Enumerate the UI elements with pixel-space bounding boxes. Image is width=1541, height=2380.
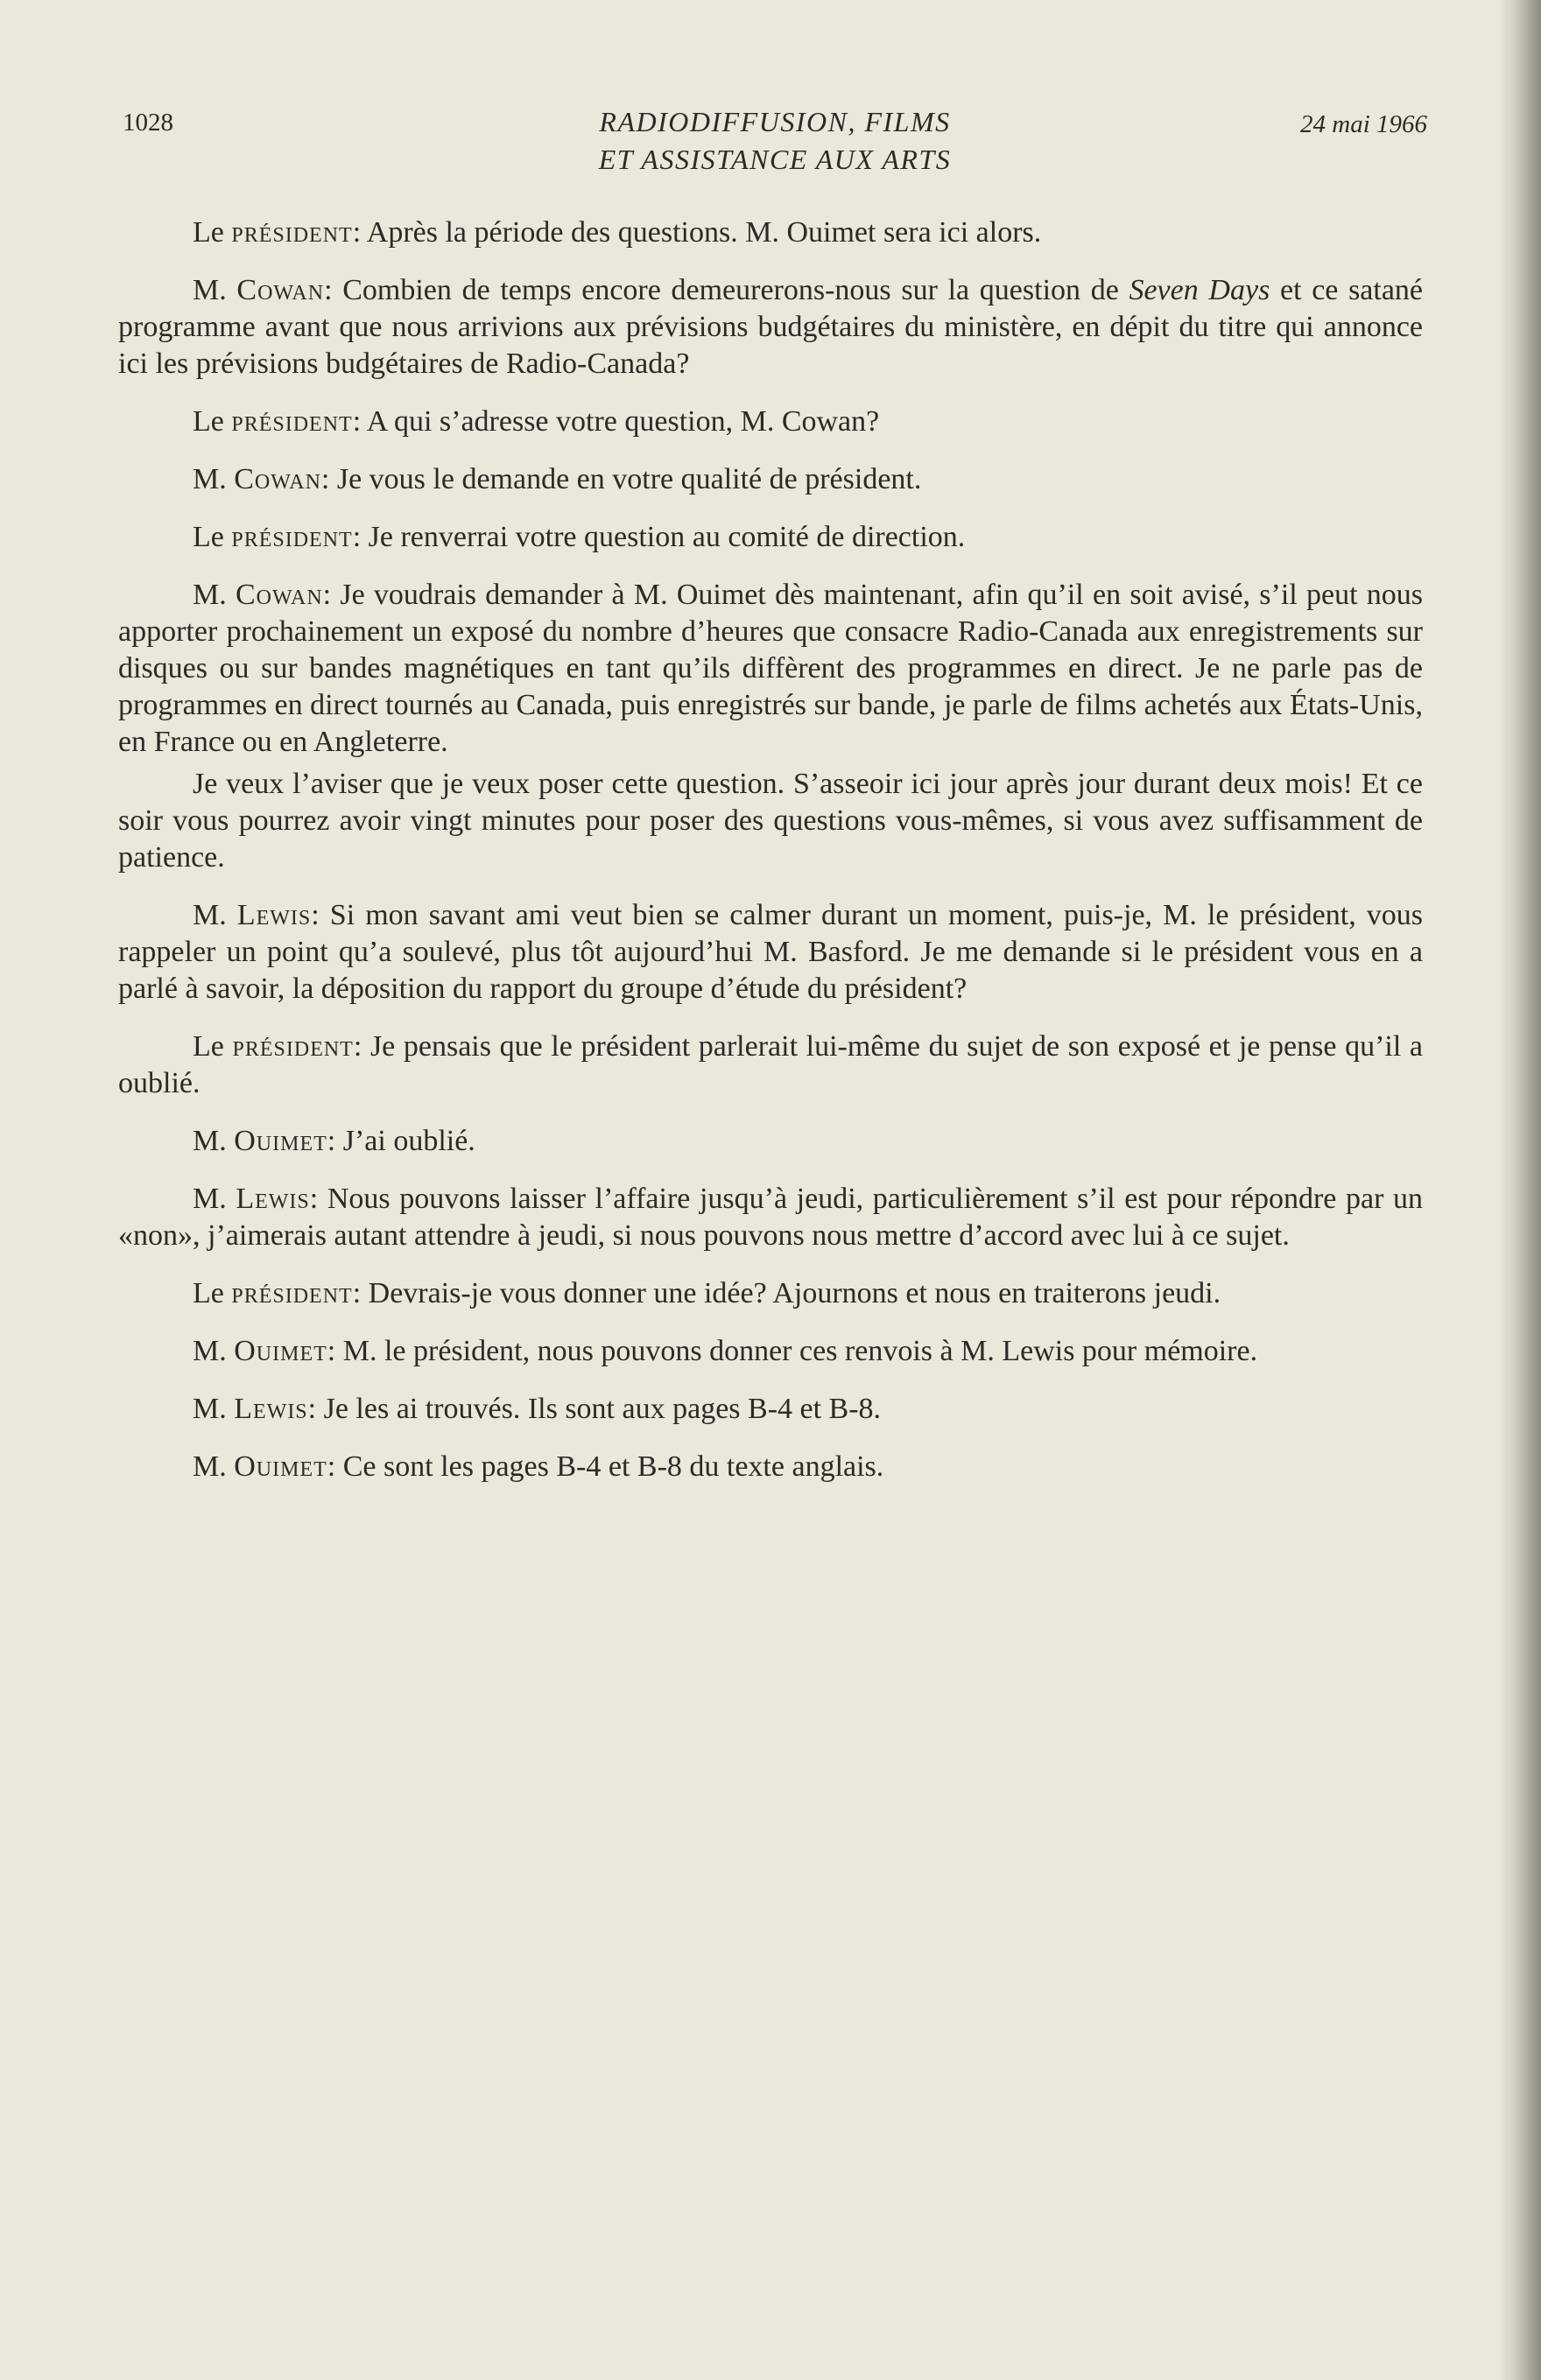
speech-text: Je voudrais demander à M. Ouimet dès maintenant, afin qu’il en soit avisé, s’il peut nous apporter prochainement un exposé du nombre d’heures que consacre Radio-Canada aux enregistrements sur disques ou sur bandes magnétiques en tant qu’ils diffèrent des programmes en direct. Je ne parle pas de programmes en direct tournés au Canada, puis enregistrés sur bande, je parle de films achetés aux États-Unis, en France ou en Angleterre. xyxy=(118,579,1424,758)
speaker-name: Ouimet xyxy=(234,1335,327,1367)
speech-text: Je veux l’aviser que je veux poser cette question. S’asseoir ici jour après jour durant deux mois! Et ce soir vous pourrez avoir vingt minutes pour poser des questions vous-mêmes, si vous avez suffisamment de patience. xyxy=(118,768,1423,874)
speaker-title: Le xyxy=(193,1277,232,1309)
speech-text: Après la période des questions. M. Ouimet sera ici alors. xyxy=(366,216,1042,249)
running-header xyxy=(123,103,1427,182)
running-title-line-2: ET ASSISTANCE AUX ARTS xyxy=(598,144,952,175)
speech-paragraph xyxy=(118,577,1423,761)
speaker-name: président xyxy=(232,1030,354,1063)
speech-text: Devrais-je vous donner une idée? Ajournons et nous en traiterons jeudi. xyxy=(368,1277,1221,1309)
speech-paragraph xyxy=(118,272,1423,383)
speaker-name: Cowan xyxy=(235,579,323,611)
speech-text: J’ai oublié. xyxy=(342,1125,475,1157)
speaker-name: président xyxy=(231,405,353,438)
speaker-name: Lewis xyxy=(234,1393,308,1425)
speech-text: Je vous le demande en votre qualité de président. xyxy=(336,463,922,495)
speech-text: et ce satané programme avant que nous arrivions aux prévisions budgétaires du ministère, en dépit du titre qui annonce ici les prévisions budgétaires de Radio-Canada? xyxy=(118,274,1424,380)
speaker-name: Ouimet xyxy=(234,1125,327,1157)
speaker-colon: : xyxy=(353,1030,370,1063)
speaker-name: Cowan xyxy=(236,274,325,306)
speaker-title: M. xyxy=(193,463,235,495)
speech-paragraph xyxy=(118,1391,1423,1428)
speech-paragraph xyxy=(118,214,1423,251)
speech-paragraph xyxy=(118,1029,1423,1102)
speaker-colon: : xyxy=(327,1450,343,1483)
speaker-title: Le xyxy=(193,521,232,553)
speech-paragraph xyxy=(118,1123,1423,1160)
speaker-title: M. xyxy=(193,579,236,611)
speaker-colon: : xyxy=(324,274,343,306)
speaker-name: Lewis xyxy=(236,1183,310,1215)
speaker-colon: : xyxy=(322,579,341,611)
speech-paragraph xyxy=(118,461,1423,498)
speaker-title: M. xyxy=(193,1335,235,1367)
speech-text: Je pensais que le président parlerait lui-même du sujet de son exposé et je pense qu’il a oublié. xyxy=(118,1030,1424,1099)
speaker-name: Cowan xyxy=(234,463,321,495)
speech-text: Je les ai trouvés. Ils sont aux pages B-4 et B-8. xyxy=(323,1393,882,1425)
speaker-colon: : xyxy=(327,1335,343,1367)
speaker-colon: : xyxy=(352,405,367,438)
speaker-colon: : xyxy=(352,521,369,553)
running-title xyxy=(123,103,1427,179)
speaker-title: M. xyxy=(193,274,237,306)
speaker-name: président xyxy=(231,216,353,249)
speech-text: Combien de temps encore demeurerons-nous sur la question de xyxy=(342,274,1129,306)
speaker-title: M. xyxy=(193,1125,235,1157)
speaker-name: Ouimet xyxy=(234,1450,327,1483)
speaker-colon: : xyxy=(309,1183,327,1215)
page-number: 1028 xyxy=(123,109,173,137)
speaker-colon: : xyxy=(352,1277,369,1309)
speech-text: M. le président, nous pouvons donner ces renvois à M. Lewis pour mémoire. xyxy=(342,1335,1258,1367)
transcript-body xyxy=(118,214,1423,1506)
speech-paragraph xyxy=(118,404,1423,440)
running-title-line-1: RADIODIFFUSION, FILMS xyxy=(599,106,951,137)
speaker-name: Lewis xyxy=(236,899,312,931)
speech-paragraph xyxy=(118,1333,1423,1370)
speaker-name: président xyxy=(231,1277,353,1309)
speaker-colon: : xyxy=(327,1125,343,1157)
speech-text: Ce sont les pages B-4 et B-8 du texte anglais. xyxy=(342,1450,884,1483)
speech-paragraph xyxy=(118,1275,1423,1312)
program-title: Seven Days xyxy=(1129,274,1270,306)
speaker-name: président xyxy=(231,521,353,553)
speaker-title: M. xyxy=(193,1183,236,1215)
speech-text: A qui s’adresse votre question, M. Cowan? xyxy=(366,405,880,438)
speaker-title: Le xyxy=(193,1030,233,1063)
speech-paragraph xyxy=(118,1181,1423,1254)
speaker-colon: : xyxy=(307,1393,324,1425)
speaker-title: Le xyxy=(193,216,232,249)
speaker-title: M. xyxy=(193,1450,235,1483)
speaker-title: M. xyxy=(193,899,237,931)
speech-text: Si mon savant ami veut bien se calmer durant un moment, puis-je, M. le président, vous rappeler un point qu’a soulevé, plus tôt aujourd’hui M. Basford. Je me demande si le président vous en a parlé à savoir, la déposition du rapport du groupe d’étude du président? xyxy=(118,899,1424,1005)
header-date: 24 mai 1966 xyxy=(1300,110,1427,138)
speech-paragraph xyxy=(118,897,1423,1007)
page-binding-edge xyxy=(1497,0,1541,2380)
speaker-colon: : xyxy=(311,899,330,931)
speaker-colon: : xyxy=(320,463,337,495)
speech-paragraph xyxy=(118,1449,1423,1485)
speaker-colon: : xyxy=(352,216,367,249)
speech-paragraph xyxy=(118,519,1423,556)
speech-paragraph xyxy=(118,766,1423,876)
speech-text: Je renverrai votre question au comité de direction. xyxy=(368,521,966,553)
speaker-title: M. xyxy=(193,1393,235,1425)
speech-text: Nous pouvons laisser l’affaire jusqu’à jeudi, particulièrement s’il est pour répondre par un «non», j’aimerais autant attendre à jeudi, si nous pouvons nous mettre d’accord avec lui à ce sujet. xyxy=(118,1183,1423,1252)
speaker-title: Le xyxy=(193,405,232,438)
